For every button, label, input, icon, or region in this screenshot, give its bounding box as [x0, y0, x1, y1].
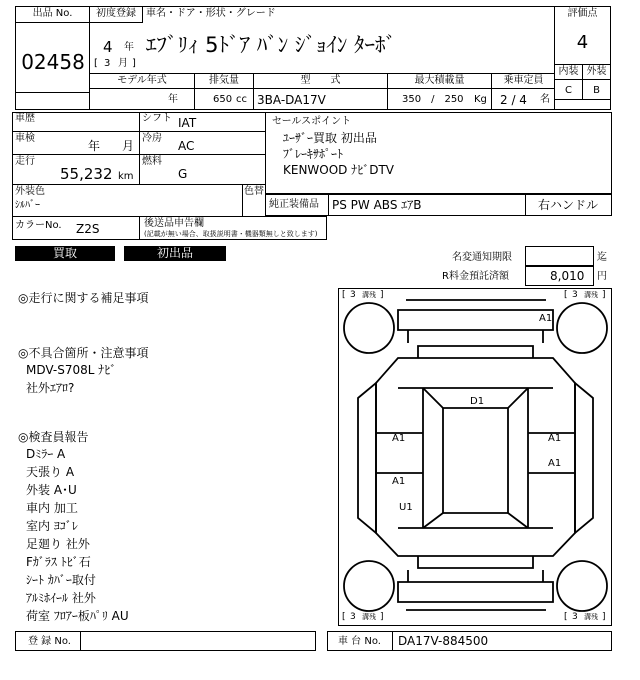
- capacity-unit: 名: [540, 94, 550, 105]
- first-reg-month-unit: 月: [118, 58, 128, 69]
- tag-first-listing: 初出品: [124, 246, 226, 261]
- shift-label: シフト: [142, 113, 172, 124]
- interior-grade: C: [565, 85, 572, 96]
- mileage-unit: km: [118, 171, 134, 182]
- rear-bumper-top: [406, 570, 546, 610]
- corner-sub-rl: 溝残: [362, 613, 376, 621]
- corner-label-fr: 3: [572, 290, 578, 300]
- ac-label: 冷房: [142, 133, 162, 144]
- sales-point-1: ﾕｰｻﾞｰ買取 初出品: [283, 131, 377, 145]
- recycle-value: 8,010: [550, 269, 585, 283]
- inspector-line: 天張り A: [26, 465, 75, 479]
- corner-label-fr-open: [: [564, 290, 568, 300]
- notice-label: 名変通知期限: [452, 252, 512, 263]
- damage-mark-roof: D1: [470, 396, 485, 407]
- damage-mark-right-front-door: A1: [548, 433, 562, 444]
- recycle-unit: 円: [597, 271, 607, 282]
- grade-value: 4: [576, 32, 589, 53]
- history-label: 車歴: [15, 113, 35, 124]
- doc-label: 後送品申告欄: [144, 218, 204, 229]
- load-label: 最大積載量: [414, 75, 465, 86]
- interior-label: 内装: [558, 66, 579, 77]
- inspection-month-unit: 月: [122, 139, 135, 153]
- chassis-label: 車 台 No.: [338, 636, 381, 647]
- equipment-label: 純正装備品: [269, 199, 319, 210]
- front-hood-view: [406, 300, 546, 343]
- defect-line: MDV-S708L ﾅﾋﾞ: [26, 363, 117, 377]
- color-no-value: Z2S: [76, 222, 100, 236]
- fuel-value: G: [178, 167, 188, 181]
- equipment-value: PS PW ABS ｴｱB: [332, 198, 422, 212]
- inspector-line: 荷室 ﾌﾛｱｰ板ﾊﾟﾘ AU: [26, 609, 129, 623]
- doc-note: (記載が無い場合、取扱説明書・機器類無しと致します): [144, 230, 318, 238]
- inspector-line: ｱﾙﾐﾎｲｰﾙ 社外: [26, 591, 96, 605]
- damage-mark-left-rear-door: A1: [392, 476, 406, 487]
- corner-label-rr: 3: [572, 612, 578, 622]
- corner-label-fl-close: ]: [380, 290, 384, 300]
- sales-point-2: ﾌﾞﾚｰｷｻﾎﾟｰﾄ: [283, 147, 344, 161]
- tag-kaitori: 買取: [15, 246, 115, 261]
- exterior-grade: B: [593, 85, 600, 96]
- capacity-value: 2 / 4: [500, 93, 527, 107]
- ac-value: AC: [178, 139, 195, 153]
- corner-label-fl-open: [: [342, 290, 346, 300]
- tyre-front-right: [557, 303, 607, 353]
- left-side: [358, 383, 376, 533]
- tyre-rear-right: [557, 561, 607, 611]
- tyre-rear-left: [344, 561, 394, 611]
- color-change-label: 色替: [244, 186, 264, 197]
- supplement-title: ◎走行に関する補足事項: [18, 291, 149, 305]
- model-year-label: モデル年式: [117, 75, 167, 86]
- corner-sub-fl: 溝残: [362, 291, 376, 299]
- color-value: ｼﾙﾊﾞｰ: [15, 200, 40, 211]
- inspector-line: 外装 A･U: [26, 483, 77, 497]
- inspector-line: 足廻り 社外: [26, 537, 90, 551]
- inspection-label: 車検: [15, 133, 35, 144]
- corner-label-rl: 3: [350, 612, 356, 622]
- inspector-line: Fｶﾞﾗｽ ﾄﾋﾞ石: [26, 555, 91, 569]
- roof: [443, 408, 508, 513]
- damage-mark-left-front-door: A1: [392, 433, 406, 444]
- inspector-line: Dﾐﾗｰ A: [26, 447, 66, 461]
- recycle-label: R料金預託済額: [442, 271, 509, 282]
- corner-label-fl: 3: [350, 290, 356, 300]
- first-reg-month: 3: [104, 58, 111, 69]
- corner-sub-fr: 溝残: [584, 291, 598, 299]
- color-no-label: カラーNo.: [15, 220, 62, 231]
- sales-point-3: KENWOOD ﾅﾋﾞDTV: [283, 163, 395, 177]
- rear-tailgate: [418, 556, 533, 568]
- damage-mark-left-sill: U1: [399, 502, 413, 513]
- first-reg-year: 4: [103, 38, 113, 56]
- displacement-label: 排気量: [209, 75, 239, 86]
- notice-box: [525, 246, 594, 266]
- roof-line: [398, 388, 553, 528]
- inspector-line: ｼｰﾄ ｶﾊﾞｰ取付: [26, 573, 96, 587]
- model-year-unit: 年: [168, 94, 178, 105]
- mileage-label: 走行: [15, 156, 35, 167]
- defect-line: 社外ｴｱﾛ?: [26, 381, 75, 395]
- corner-label-rl-close: ]: [380, 612, 384, 622]
- displacement-unit: cc: [236, 94, 247, 105]
- load-unit: Kg: [474, 94, 487, 105]
- capacity-label: 乗車定員: [503, 75, 544, 86]
- reg-value-cell: [80, 631, 316, 651]
- color-label: 外装色: [15, 186, 45, 197]
- steering-value: 右ハンドル: [538, 198, 599, 212]
- first-reg-month-close: ]: [132, 58, 136, 69]
- load-value: 350 / 250: [402, 94, 464, 105]
- rear-glass: [423, 513, 528, 528]
- inspector-title: ◎検査員報告: [18, 430, 89, 444]
- lot-number: 02458: [21, 50, 85, 74]
- corner-label-rl-open: [: [342, 612, 346, 622]
- lot-label: 出品 No.: [32, 8, 73, 19]
- inspector-line: 室内 ﾖｺﾞﾚ: [26, 519, 78, 533]
- rear-bumper: [398, 582, 553, 602]
- car-diagram: [338, 288, 612, 626]
- chassis-value: DA17V-884500: [398, 634, 489, 648]
- front-bumper: [398, 310, 553, 330]
- damage-mark-right-rear-door: A1: [548, 458, 562, 469]
- first-reg-month-open: [: [94, 58, 98, 69]
- inspection-year-unit: 年: [88, 139, 101, 153]
- shift-value: IAT: [178, 116, 197, 130]
- first-reg-year-unit: 年: [124, 42, 134, 53]
- name-label: 車名・ドア・形状・グレード: [146, 8, 276, 19]
- fuel-label: 燃料: [142, 156, 162, 167]
- corner-sub-rr: 溝残: [584, 613, 598, 621]
- grade-label: 評価点: [567, 8, 598, 19]
- right-side: [575, 383, 593, 533]
- tyre-front-left: [344, 303, 394, 353]
- damage-mark-front-bumper: A1: [539, 313, 553, 324]
- first-reg-label: 初度登録: [96, 8, 136, 19]
- corner-label-rr-close: ]: [602, 612, 606, 622]
- displacement-value: 650: [213, 94, 233, 105]
- vehicle-name: ｴﾌﾞﾘｨ 5ﾄﾞｱ ﾊﾞﾝ ｼﾞｮｲﾝ ﾀｰﾎﾞ: [146, 33, 397, 57]
- mileage-value: 55,232: [60, 165, 113, 183]
- defect-title: ◎不具合箇所・注意事項: [18, 346, 149, 360]
- notice-unit: 迄: [597, 252, 607, 263]
- corner-label-rr-open: [: [564, 612, 568, 622]
- reg-label: 登 録 No.: [28, 636, 71, 647]
- color-cell: [12, 184, 243, 217]
- model-code: 3BA-DA17V: [257, 93, 326, 107]
- exterior-label: 外装: [586, 66, 607, 77]
- model-label: 型 式: [300, 75, 341, 86]
- inspector-line: 車内 加工: [26, 501, 78, 515]
- front-grille: [418, 346, 533, 358]
- sales-point-label: セールスポイント: [272, 116, 352, 127]
- corner-label-fr-close: ]: [602, 290, 606, 300]
